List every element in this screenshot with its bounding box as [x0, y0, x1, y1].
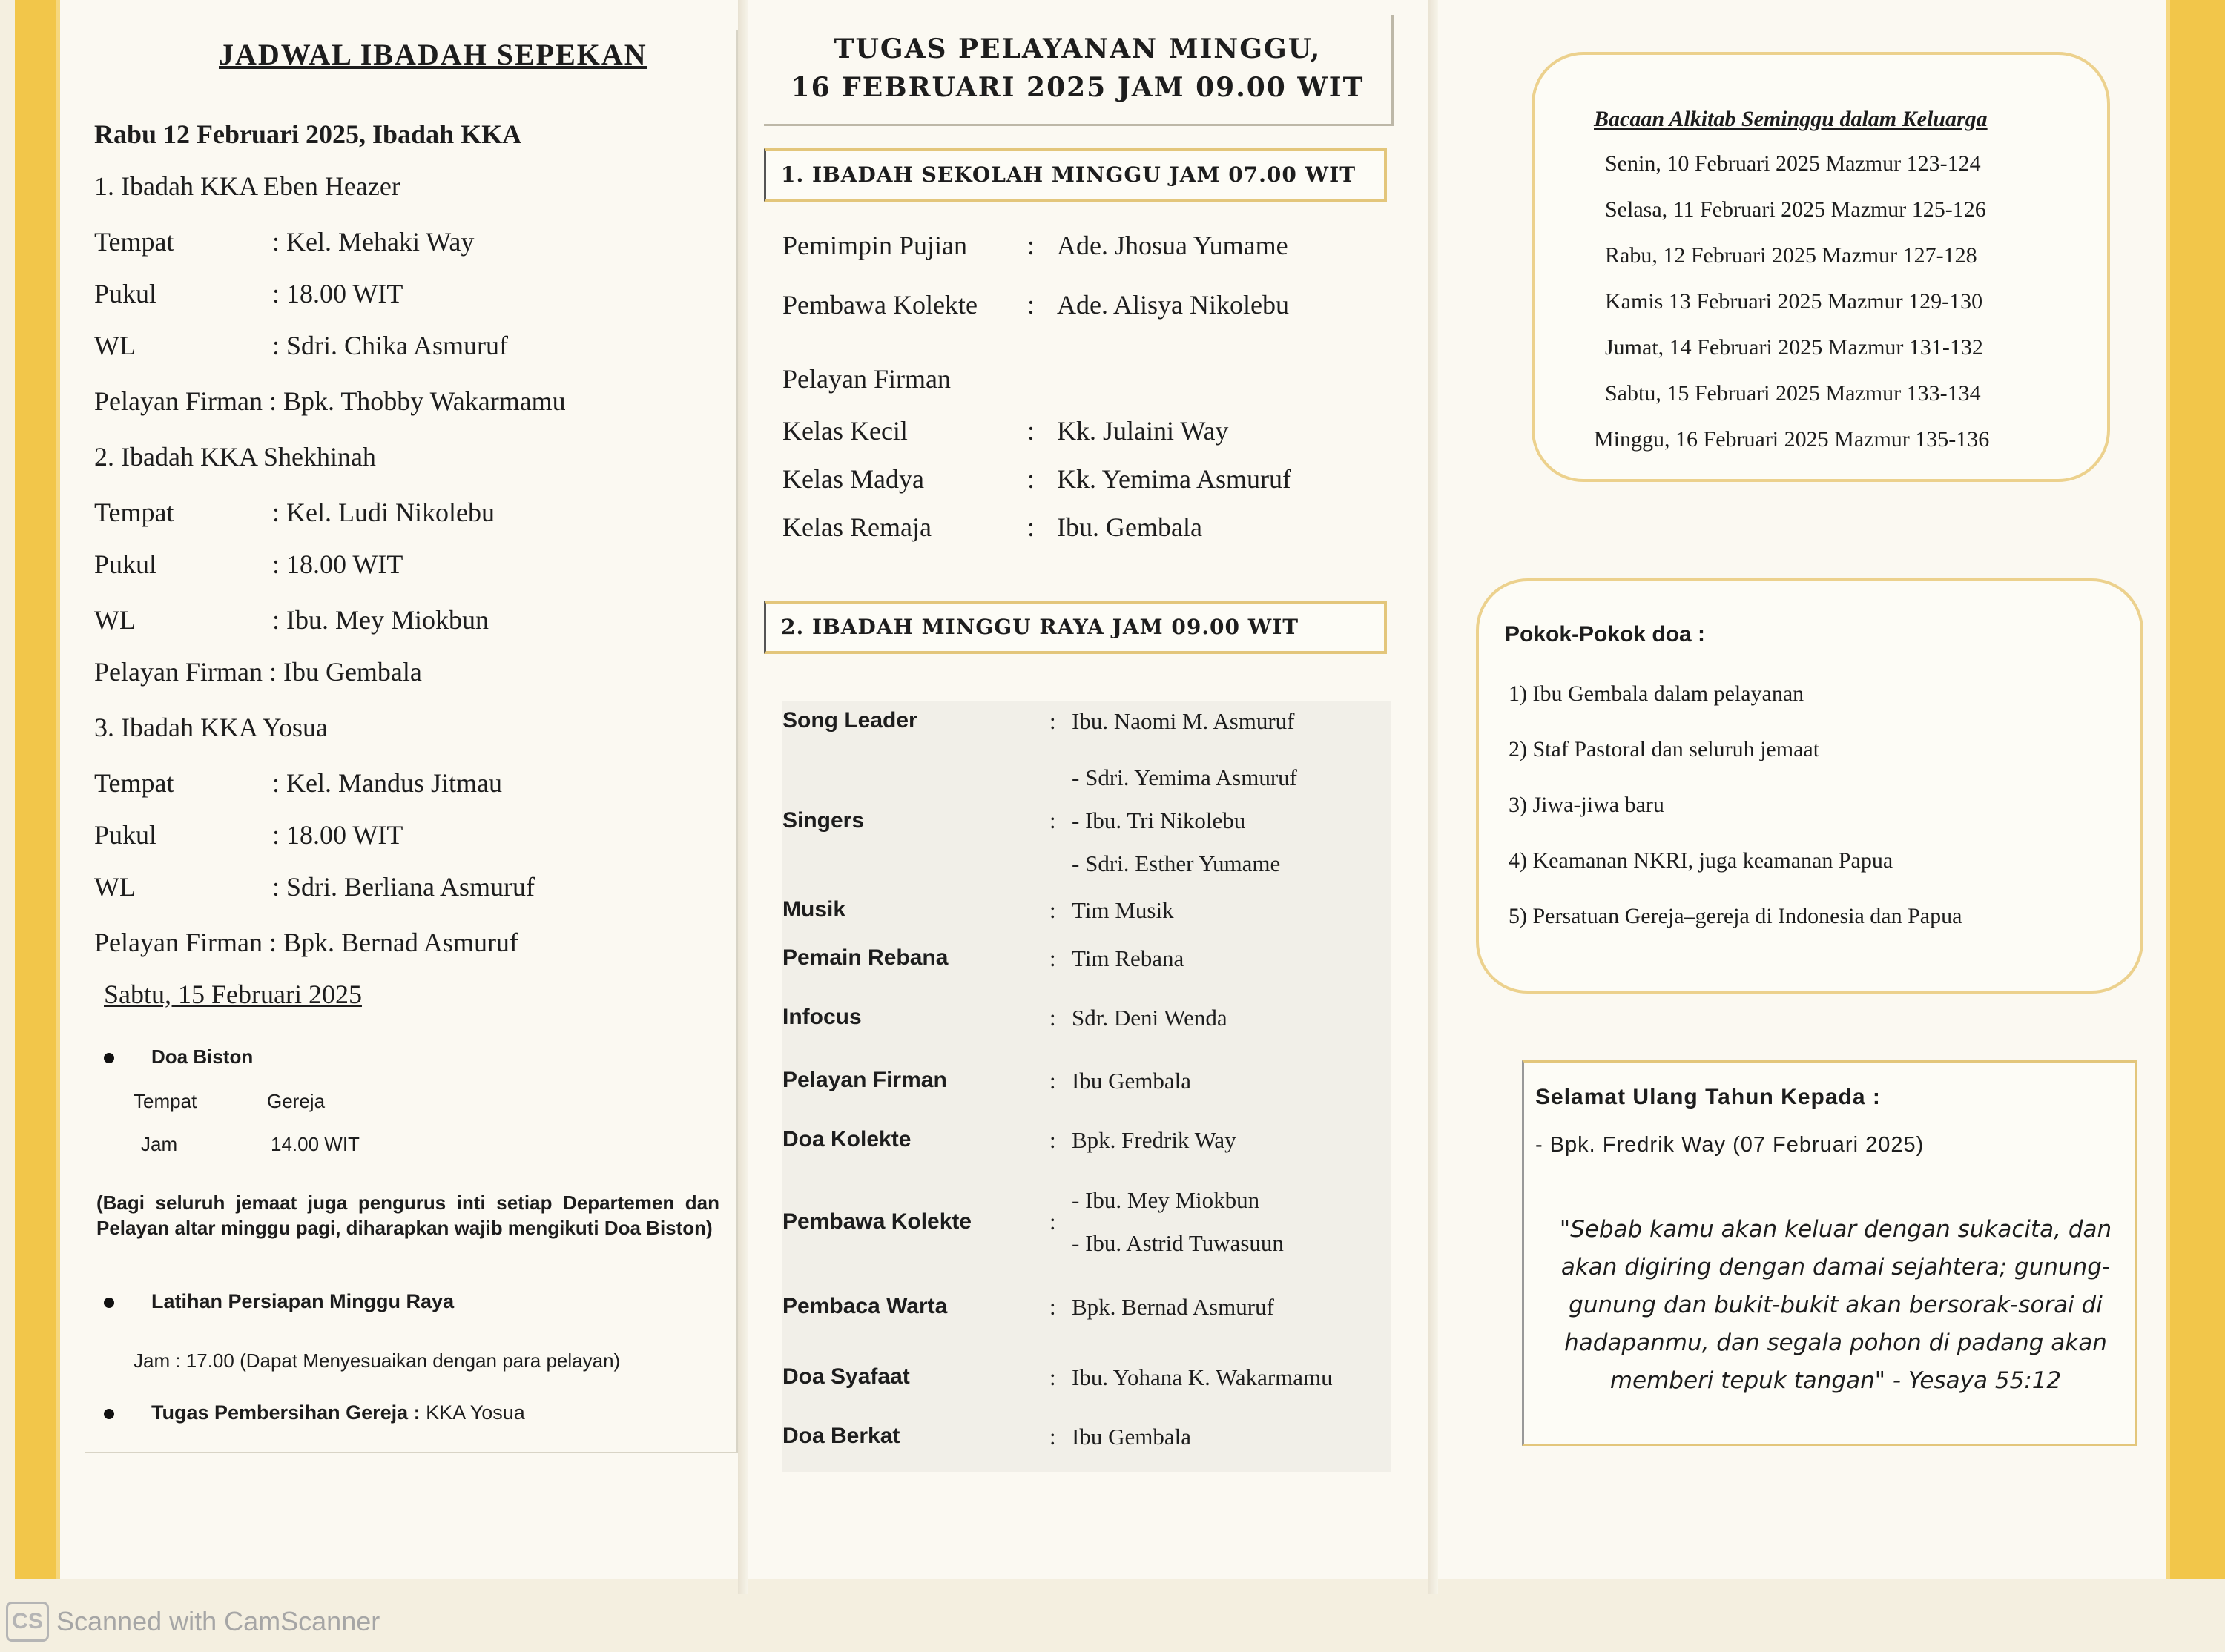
- latihan-jam: Jam : 17.00 (Dapat Menyesuaikan dengan para pelayan): [134, 1349, 621, 1372]
- duty-value: Ibu. Gembala: [1057, 512, 1202, 542]
- duty-row: [782, 1068, 1191, 1094]
- kka-name: 2. Ibadah KKA Shekhinah: [94, 442, 376, 472]
- bullet-latihan: [104, 1290, 454, 1313]
- duty-row: [782, 1005, 1227, 1031]
- duty-row: [782, 1424, 1191, 1450]
- duty-value-list: [1072, 756, 1297, 885]
- panel-title: [764, 15, 1394, 126]
- duty-label: Infocus: [782, 1005, 862, 1029]
- camscanner-logo: CS: [6, 1602, 49, 1642]
- duty-value: - Sdri. Yemima Asmuruf: [1072, 764, 1297, 790]
- bible-verse: "Sebab kamu akan keluar dengan sukacita, dan akan digiring dengan damai sejahtera; gunung-gunung dan bukit-bukit akan bersorak-sorai di hadapanmu, dan segala pohon di padang akan memberi tepuk tangan" - Yesaya 55:12: [1559, 1216, 2112, 1394]
- reading-item: Senin, 10 Februari 2025 Mazmur 123-124: [1605, 151, 1981, 176]
- duty-row: [782, 415, 1228, 446]
- duty-row: [782, 1127, 1236, 1154]
- row-value: : Ibu. Mey Miokbun: [272, 605, 489, 635]
- row-label: Pukul: [94, 549, 157, 579]
- colon: :: [1049, 807, 1056, 833]
- tempat-row: [94, 767, 502, 799]
- duty-value: - Sdri. Esther Yumame: [1072, 850, 1281, 876]
- bullet-doa-biston: [104, 1045, 253, 1068]
- bible-reading-box: [1532, 52, 2110, 482]
- duty-label: Song Leader: [782, 708, 917, 733]
- kka-name: 3. Ibadah KKA Yosua: [94, 713, 328, 742]
- duty-value: - Ibu. Tri Nikolebu: [1072, 807, 1246, 833]
- colon: :: [1049, 1005, 1056, 1031]
- birthday-box: [1522, 1060, 2137, 1446]
- jam-label: Jam: [141, 1133, 178, 1155]
- reading-item: Sabtu, 15 Februari 2025 Mazmur 133-134: [1605, 381, 1981, 406]
- tempat-label: Tempat: [134, 1090, 197, 1112]
- duty-label: Pemimpin Pujian: [782, 231, 968, 260]
- duty-row: [782, 708, 1295, 735]
- row-value: : Kel. Mandus Jitmau: [272, 768, 502, 798]
- duty-row: [782, 289, 1289, 320]
- duty-label: Pembawa Kolekte: [782, 290, 978, 320]
- duty-label: Kelas Remaja: [782, 512, 932, 542]
- firman-row: Pelayan Firman : Ibu Gembala: [94, 657, 422, 687]
- colon: :: [1027, 290, 1035, 320]
- duty-row: [782, 230, 1288, 261]
- colon: :: [1049, 897, 1056, 923]
- tempat-row: [94, 226, 474, 257]
- prayer-item: 3) Jiwa-jiwa baru: [1509, 793, 1664, 817]
- row-label: WL: [94, 605, 136, 635]
- duty-label: Pelayan Firman: [782, 364, 951, 394]
- duty-label: Singers: [782, 808, 865, 833]
- row-label: Tempat: [94, 768, 174, 798]
- duty-value: Ibu. Naomi M. Asmuruf: [1072, 708, 1295, 734]
- birthday-title: Selamat Ulang Tahun Kepada :: [1535, 1085, 1881, 1109]
- duty-value: Ibu Gembala: [1072, 1424, 1191, 1450]
- duty-label: Pelayan Firman: [782, 1068, 947, 1092]
- colon: :: [1049, 1068, 1056, 1094]
- bullet-label: Latihan Persiapan Minggu Raya: [151, 1290, 455, 1312]
- bullet-icon: [104, 1298, 114, 1308]
- info-panel: [1461, 30, 2158, 1483]
- yellow-edge-right: [2166, 0, 2225, 1579]
- wl-row: [94, 604, 489, 635]
- duty-label: Pembaca Warta: [782, 1294, 948, 1318]
- row-value: : 18.00 WIT: [272, 549, 403, 579]
- duty-row: [782, 363, 1057, 394]
- duty-value: Kk. Julaini Way: [1057, 416, 1229, 446]
- service-duties-panel: [764, 15, 1409, 1468]
- duty-value: Ibu Gembala: [1072, 1068, 1191, 1094]
- title-line: TUGAS PELAYANAN MINGGU,: [834, 33, 1322, 65]
- title-line: 16 FEBRUARI 2025 JAM 09.00 WIT: [791, 72, 1365, 103]
- duty-row: [782, 945, 1184, 972]
- duty-label: Doa Berkat: [782, 1424, 900, 1448]
- row-label: Pukul: [94, 820, 157, 850]
- bullet-value: KKA Yosua: [426, 1401, 525, 1424]
- bullet-icon: [104, 1053, 114, 1063]
- row-value: : Kel. Mehaki Way: [272, 227, 475, 257]
- watermark-text: Scanned with CamScanner: [56, 1606, 380, 1636]
- duty-row: [782, 1179, 1284, 1265]
- duty-row: [782, 756, 1297, 885]
- row-label: Tempat: [94, 227, 174, 257]
- kka-name: 1. Ibadah KKA Eben Heazer: [94, 171, 400, 201]
- duty-value: Ade. Jhosua Yumame: [1057, 231, 1288, 260]
- tempat-row: [94, 497, 495, 528]
- duty-value: Ade. Alisya Nikolebu: [1057, 290, 1289, 320]
- duty-label: Musik: [782, 897, 846, 922]
- colon: :: [1027, 416, 1035, 446]
- bible-reading-title: Bacaan Alkitab Seminggu dalam Keluarga: [1594, 107, 1988, 131]
- reading-item: Jumat, 14 Februari 2025 Mazmur 131-132: [1605, 335, 1983, 360]
- fold-line: [1428, 0, 1438, 1594]
- duty-value-list: [1072, 1179, 1284, 1265]
- duty-label: Kelas Madya: [782, 464, 924, 494]
- row-label: WL: [94, 331, 136, 360]
- colon: :: [1049, 1294, 1056, 1320]
- pukul-row: [94, 278, 403, 309]
- reading-item: Minggu, 16 Februari 2025 Mazmur 135-136: [1594, 427, 1990, 452]
- pukul-row: [94, 549, 403, 580]
- colon: :: [1049, 708, 1056, 734]
- colon: :: [1049, 1424, 1056, 1450]
- pukul-row: [94, 819, 403, 850]
- doa-biston-note: (Bagi seluruh jemaat juga pengurus inti setiap Departemen dan Pelayan altar minggu pagi, diharapkan wajib mengikuti Doa Biston): [96, 1192, 719, 1239]
- weekly-schedule-panel: [85, 30, 738, 1453]
- duty-label: Kelas Kecil: [782, 416, 908, 446]
- row-value: : 18.00 WIT: [272, 820, 403, 850]
- colon: :: [1049, 1209, 1056, 1235]
- rabu-heading: Rabu 12 Februari 2025, Ibadah KKA: [94, 119, 522, 149]
- colon: [1027, 363, 1057, 394]
- section-heading: 2. IBADAH MINGGU RAYA JAM 09.00 WIT: [764, 601, 1387, 654]
- bullet-pembersihan: [104, 1401, 525, 1424]
- reading-item: Rabu, 12 Februari 2025 Mazmur 127-128: [1605, 243, 1977, 268]
- prayer-item: 4) Keamanan NKRI, juga keamanan Papua: [1509, 848, 1893, 873]
- reading-item: Selasa, 11 Februari 2025 Mazmur 125-126: [1605, 197, 1986, 222]
- panel-title: JADWAL IBADAH SEPEKAN: [219, 38, 647, 71]
- duty-value: Kk. Yemima Asmuruf: [1057, 464, 1292, 494]
- wl-row: [94, 871, 535, 902]
- row-label: Tempat: [94, 498, 174, 527]
- colon: :: [1027, 512, 1035, 542]
- prayer-item: 1) Ibu Gembala dalam pelayanan: [1509, 681, 1804, 706]
- birthday-item: - Bpk. Fredrik Way (07 Februari 2025): [1535, 1133, 1925, 1157]
- bullet-label: Tugas Pembersihan Gereja :: [151, 1401, 421, 1424]
- duty-row: [782, 512, 1202, 543]
- row-value: : Kel. Ludi Nikolebu: [272, 498, 495, 527]
- duty-value: - Ibu. Mey Miokbun: [1072, 1187, 1260, 1213]
- fold-line: [738, 0, 748, 1594]
- bullet-label: Doa Biston: [151, 1045, 254, 1068]
- section-heading: 1. IBADAH SEKOLAH MINGGU JAM 07.00 WIT: [764, 148, 1387, 202]
- jam-value: 14.00 WIT: [271, 1133, 360, 1155]
- colon: :: [1049, 1127, 1056, 1153]
- prayer-title: Pokok-Pokok doa :: [1505, 622, 1706, 647]
- duty-label: Pembawa Kolekte: [782, 1209, 972, 1234]
- duty-row: [782, 1364, 1333, 1391]
- row-value: : Sdri. Chika Asmuruf: [272, 331, 509, 360]
- duty-label: Doa Kolekte: [782, 1127, 912, 1152]
- duty-value: Tim Rebana: [1072, 945, 1184, 971]
- firman-row: Pelayan Firman : Bpk. Bernad Asmuruf: [94, 928, 518, 957]
- duty-value: Ibu. Yohana K. Wakarmamu: [1072, 1364, 1333, 1390]
- colon: :: [1027, 231, 1035, 260]
- row-value: : Sdri. Berliana Asmuruf: [272, 872, 535, 902]
- sabtu-heading: Sabtu, 15 Februari 2025: [104, 979, 362, 1009]
- prayer-item: 2) Staf Pastoral dan seluruh jemaat: [1509, 737, 1820, 761]
- yellow-edge-left: [15, 0, 60, 1579]
- duty-value: Bpk. Bernad Asmuruf: [1072, 1294, 1274, 1320]
- row-value: : 18.00 WIT: [272, 279, 403, 308]
- duty-row: [782, 463, 1291, 495]
- duty-row: [782, 897, 1174, 924]
- duty-label: Doa Syafaat: [782, 1364, 910, 1389]
- duty-row: [782, 1294, 1274, 1321]
- prayer-points-box: [1476, 578, 2143, 994]
- firman-row: Pelayan Firman : Bpk. Thobby Wakarmamu: [94, 386, 566, 416]
- row-label: Pukul: [94, 279, 157, 308]
- duty-label: Pemain Rebana: [782, 945, 949, 970]
- duty-value: Bpk. Fredrik Way: [1072, 1127, 1236, 1153]
- prayer-item: 5) Persatuan Gereja–gereja di Indonesia dan Papua: [1509, 904, 1962, 928]
- tempat-value: Gereja: [267, 1090, 326, 1112]
- bullet-icon: [104, 1409, 114, 1419]
- reading-item: Kamis 13 Februari 2025 Mazmur 129-130: [1605, 289, 1983, 314]
- colon: :: [1027, 464, 1035, 494]
- wl-row: [94, 330, 508, 361]
- row-label: WL: [94, 872, 136, 902]
- duty-value: - Ibu. Astrid Tuwasuun: [1072, 1230, 1284, 1256]
- duty-value: Sdr. Deni Wenda: [1072, 1005, 1227, 1031]
- colon: :: [1049, 1364, 1056, 1390]
- duty-value: Tim Musik: [1072, 897, 1174, 923]
- colon: :: [1049, 945, 1056, 971]
- brochure-sheet: [15, 0, 2210, 1579]
- camscanner-watermark: [6, 1602, 380, 1642]
